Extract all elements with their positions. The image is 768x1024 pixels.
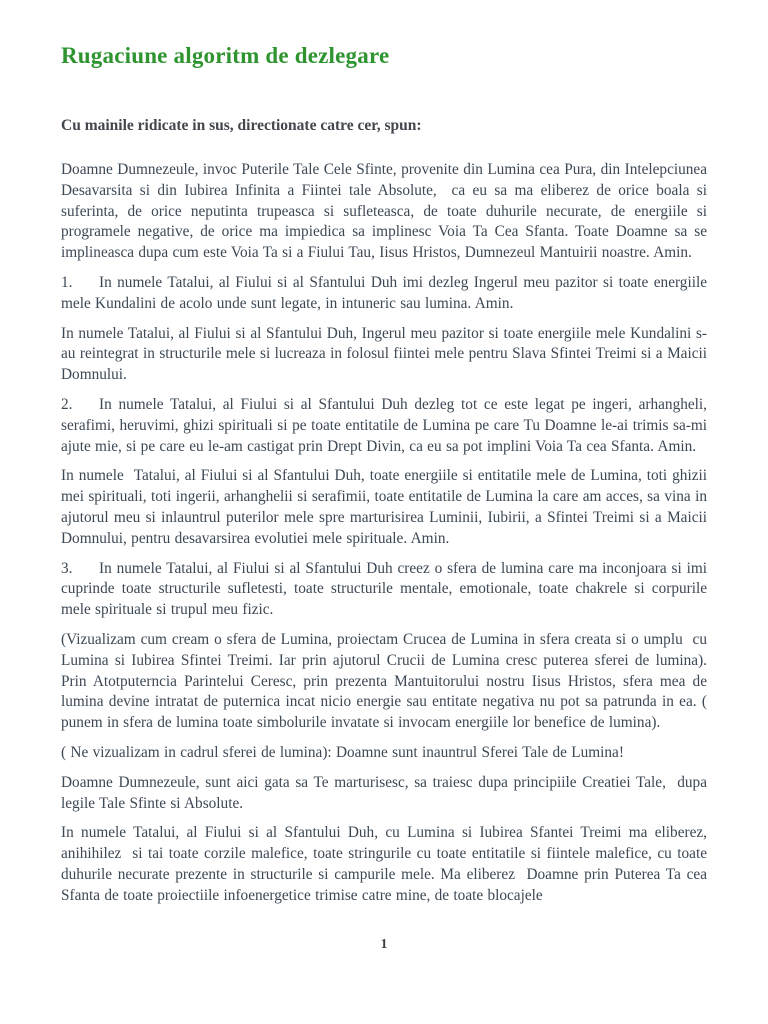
page-number: 1 [380, 936, 388, 951]
paragraph [61, 743, 707, 764]
paragraph [61, 630, 707, 734]
document-body [61, 160, 707, 907]
paragraph-text: In numele Tatalui, al Fiului si al Sfantului Duh, Ingerul meu pazitor si toate energiile mele Kundalini s-au reintegrat in structurile mele si lucreaza in folosul fiintei mele pentru Slava Sfintei Treimi si a Maicii Domnului. [61, 324, 707, 384]
paragraph-text: (Vizualizam cum cream o sfera de Lumina, proiectam Crucea de Lumina in sfera creata si o umplu cu Lumina si Iubirea Sfintei Treimi. Iar prin ajutorul Crucii de Lumina cresc puterea sferei de lumina). Prin Atotputerncia Parintelui Ceresc, prin prezenta Mantuitorului nostru Iisus Hristos, sfera mea de lumina devine intratat de puternica incat nicio energie sau entitate negativa nu pot sa patrunda in ea. ( punem in sfera de lumina toate simbolurile invatate si invocam energiile lor benefice de lumina). [61, 630, 707, 732]
page-title: Rugaciune algoritm de dezlegare [61, 43, 390, 68]
subtitle: Cu mainile ridicate in sus, directionate catre cer, spun: [61, 117, 422, 134]
paragraph-number: 3. [61, 559, 73, 577]
paragraph-number: 1. [61, 273, 73, 291]
paragraph-text: In numele Tatalui, al Fiului si al Sfantului Duh, toate energiile si entitatile mele de Lumina, toti ghizii mei spirituali, toti ingerii, arhanghelii si serafimii, toate entitatile de Lumina la care am acces, sa vina in ajutorul meu si inlauntrul puterilor mele spre marturisirea Luminii, Iubirii, a Sfintei Treimi si a Maicii Domnului, pentru desavarsirea evolutiei mele spirituale. Amin. [61, 467, 707, 547]
paragraph-number: 2. [61, 395, 73, 413]
paragraph-text: In numele Tatalui, al Fiului si al Sfantului Duh dezleg tot ce este legat pe ingeri, arhangheli, serafimi, heruvimi, ghizi spirituali si pe toate entitatile de Lumina pe care Tu Doamne le-ai trimis sa-mi ajute mie, si pe care eu le-am castigat prin Drept Divin, ca eu sa pot implini Voia Ta cea Sfanta. Amin. [61, 395, 707, 455]
paragraph [61, 395, 707, 457]
paragraph [61, 160, 707, 264]
paragraph-text: Doamne Dumnezeule, invoc Puterile Tale Cele Sfinte, provenite din Lumina cea Pura, din Intelepciunea Desavarsita si din Iubirea Infinita a Fiintei tale Absolute, ca eu sa ma eliberez de orice boala si suferinta, de orice neputinta trupeasca si sufleteasca, de toate duhurile necurate, de energiile si programele negative, de orice ma impiedica sa implinesc Voia Ta Cea Sfanta. Toate Doamne sa se implineasca dupa cum este Voia Ta si a Fiului Tau, Iisus Hristos, Dumnezeul Mantuirii noastre. Amin. [61, 161, 707, 262]
paragraph-text: In numele Tatalui, al Fiului si al Sfantului Duh creez o sfera de lumina care ma inconjoara si imi cuprinde toate structurile sufletesti, toate structurile mentale, emotionale, toate chakrele si corpurile mele spirituale si trupul meu fizic. [61, 559, 707, 619]
paragraph [61, 273, 707, 315]
paragraph-text: Doamne Dumnezeule, sunt aici gata sa Te marturisesc, sa traiesc dupa principiile Creatiei Tale, dupa legile Tale Sfinte si Absolute. [61, 773, 707, 812]
paragraph [61, 324, 707, 386]
paragraph-text: In numele Tatalui, al Fiului si al Sfantului Duh imi dezleg Ingerul meu pazitor si toate energiile mele Kundalini de acolo unde sunt legate, in intuneric sau lumina. Amin. [61, 273, 707, 312]
paragraph-text: ( Ne vizualizam in cadrul sferei de lumina): Doamne sunt inauntrul Sferei Tale de Lumina! [61, 743, 624, 761]
paragraph [61, 466, 707, 549]
paragraph [61, 559, 707, 621]
paragraph [61, 773, 707, 815]
paragraph-text: In numele Tatalui, al Fiului si al Sfantului Duh, cu Lumina si Iubirea Sfantei Treimi ma eliberez, anihihilez si tai toate corzile malefice, toate stringurile cu toate entitatile si fiintele malefice, cu toate duhurile necurate prezente in structurile si campurile mele. Ma eliberez Doamne prin Puterea Ta cea Sfanta de toate proiectiile infoenergetice trimise catre mine, de toate blocajele [61, 824, 707, 904]
paragraph [61, 823, 707, 906]
